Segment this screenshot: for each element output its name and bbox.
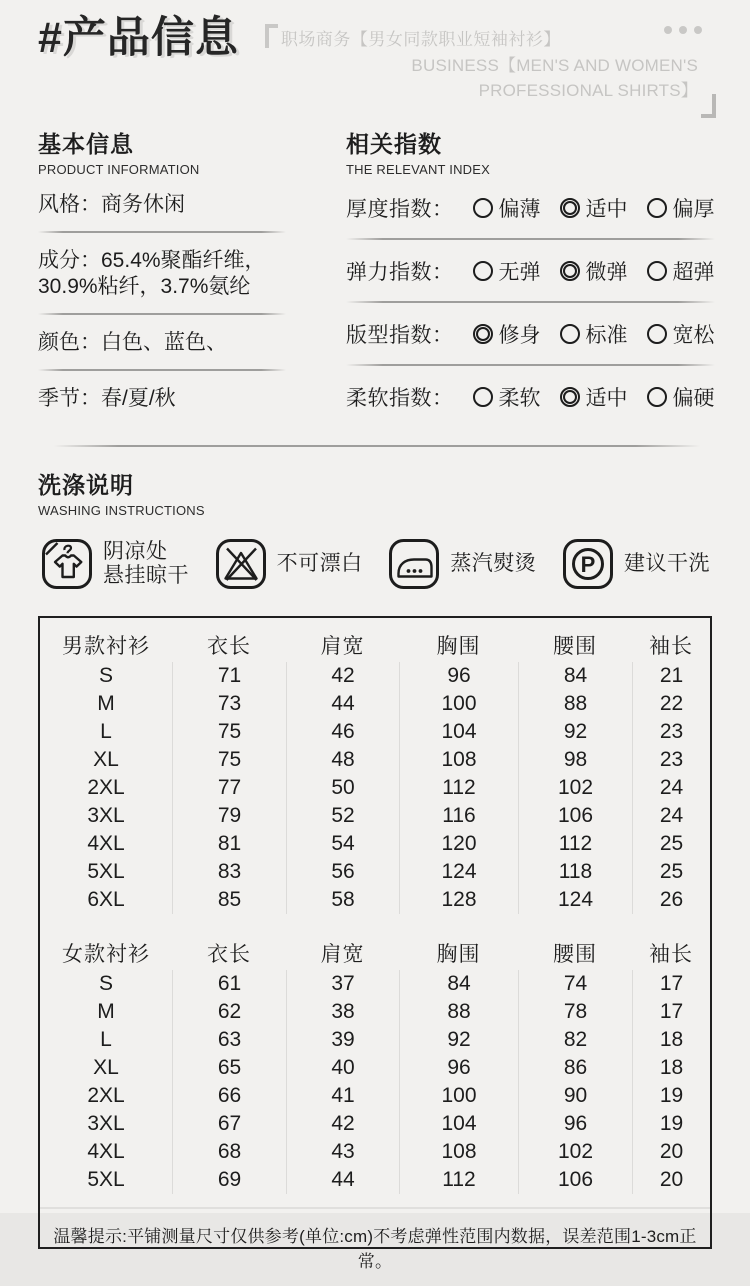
size-table-cell: 4XL: [87, 1139, 125, 1163]
size-table-cell: 39: [286, 1026, 399, 1054]
size-table-row: [40, 1082, 710, 1110]
size-table-cell: 96: [399, 662, 518, 690]
size-table-cell: 84: [518, 662, 632, 690]
size-table-cell: 84: [399, 970, 518, 998]
index-row-fit: 版型指数： 修身 标准 宽松: [346, 303, 715, 364]
info-row-style: 风格：商务休闲: [38, 192, 185, 216]
size-table-header-cell: 男款衬衫: [62, 634, 150, 658]
size-table-cell: 3XL: [87, 1111, 125, 1135]
size-table-cell: 83: [172, 858, 286, 886]
washing-item: [561, 537, 710, 591]
size-table-cell: 116: [399, 802, 518, 830]
size-table-cell: 75: [172, 718, 286, 746]
size-table-cell: 90: [518, 1082, 632, 1110]
size-table-cell: 20: [632, 1138, 710, 1166]
radio-icon: [647, 261, 667, 281]
size-table-cell: 5XL: [87, 1167, 125, 1191]
basic-info-subtitle: PRODUCT INFORMATION: [38, 161, 200, 177]
bracket-bottom-right-decoration: [701, 94, 716, 118]
size-table-cell: M: [97, 691, 115, 715]
size-table-row: [40, 1026, 710, 1054]
three-dots-decoration: [664, 26, 702, 34]
radio-option[interactable]: 微弹: [560, 256, 628, 286]
bracket-top-left-decoration: [265, 24, 278, 48]
size-table-row: [40, 1166, 710, 1194]
size-table-cell: 4XL: [87, 831, 125, 855]
size-table-row: [40, 802, 710, 830]
size-table-row: [40, 1138, 710, 1166]
size-table-cell: 124: [399, 858, 518, 886]
size-table-header-cell: 袖长: [649, 634, 693, 658]
size-table-cell: 77: [172, 774, 286, 802]
washing-title: 洗涤说明: [38, 471, 134, 498]
size-table-row: [40, 718, 710, 746]
washing-item-label: 不可漂白: [276, 551, 363, 575]
size-table-cell: 62: [172, 998, 286, 1026]
radio-icon: [473, 261, 493, 281]
info-row-color: 颜色：白色、蓝色、: [38, 330, 227, 354]
size-table-cell: 50: [286, 774, 399, 802]
size-table-cell: 100: [399, 690, 518, 718]
radio-icon: [473, 387, 493, 407]
size-table-cell: 17: [632, 998, 710, 1026]
radio-option[interactable]: 偏薄: [473, 193, 541, 223]
size-table-cell: 106: [518, 1166, 632, 1194]
size-table-cell: 102: [518, 1138, 632, 1166]
size-table-cell: 63: [172, 1026, 286, 1054]
size-table-cell: 2XL: [87, 1083, 125, 1107]
size-table-row: [40, 886, 710, 914]
size-table-cell: 2XL: [87, 775, 125, 799]
size-table-row: [40, 998, 710, 1026]
subtitle-english: BUSINESS【MEN'S AND WOMEN'S PROFESSIONAL SHIRTS】: [411, 55, 698, 100]
size-table-cell: 23: [632, 746, 710, 774]
shade-hang-dry-icon: [40, 537, 94, 591]
size-table-cell: 100: [399, 1082, 518, 1110]
radio-icon: [473, 198, 493, 218]
size-table-cell: 56: [286, 858, 399, 886]
size-table-row: [40, 858, 710, 886]
radio-option[interactable]: 偏厚: [647, 193, 715, 223]
size-table-cell: 128: [399, 886, 518, 914]
size-table-cell: 3XL: [87, 803, 125, 827]
relevant-index-panel: [346, 126, 715, 427]
size-table-cell: 92: [399, 1026, 518, 1054]
size-table-header-row: [40, 939, 710, 970]
size-table-cell: 42: [286, 1110, 399, 1138]
size-table-cell: 112: [399, 1166, 518, 1194]
radio-option[interactable]: 偏硬: [647, 382, 715, 412]
size-table-row: [40, 970, 710, 998]
size-table-cell: 20: [632, 1166, 710, 1194]
size-table-cell: 18: [632, 1054, 710, 1082]
relevant-index-subtitle: THE RELEVANT INDEX: [346, 161, 490, 177]
size-table-cell: 25: [632, 858, 710, 886]
size-table-cell: 5XL: [87, 859, 125, 883]
mens-size-table: [40, 631, 710, 914]
radio-option[interactable]: 超弹: [647, 256, 715, 286]
size-table-cell: 81: [172, 830, 286, 858]
size-table-cell: 65: [172, 1054, 286, 1082]
size-table-cell: 124: [518, 886, 632, 914]
size-table-cell: 102: [518, 774, 632, 802]
size-table-row: [40, 774, 710, 802]
size-table-cell: L: [100, 1027, 112, 1051]
size-table-cell: 88: [399, 998, 518, 1026]
size-table-cell: 22: [632, 690, 710, 718]
size-table-cell: 6XL: [87, 887, 125, 911]
size-table-header-cell: 胸围: [436, 634, 481, 658]
size-table-cell: 43: [286, 1138, 399, 1166]
size-table-cell: 44: [286, 690, 399, 718]
radio-option[interactable]: 柔软: [473, 382, 541, 412]
washing-item-label: 阴凉处 悬挂晾干: [103, 539, 189, 587]
size-table-cell: XL: [93, 1055, 119, 1079]
size-table-cell: 88: [518, 690, 632, 718]
size-table-cell: 75: [172, 746, 286, 774]
size-table-cell: 19: [632, 1082, 710, 1110]
radio-icon: [560, 261, 580, 281]
size-table-header-cell: 胸围: [436, 942, 481, 966]
radio-icon: [647, 387, 667, 407]
size-table-cell: 18: [632, 1026, 710, 1054]
size-table-cell: 41: [286, 1082, 399, 1110]
size-table-cell: S: [98, 663, 113, 687]
washing-item-label: 蒸汽熨烫: [450, 551, 537, 575]
size-table-cell: 24: [632, 774, 710, 802]
size-chart: [38, 616, 712, 1271]
radio-option[interactable]: 适中: [560, 193, 628, 223]
size-table-cell: 73: [172, 690, 286, 718]
size-table-cell: 67: [172, 1110, 286, 1138]
relevant-index-title: 相关指数: [346, 130, 442, 157]
size-table-row: [40, 830, 710, 858]
measurement-note: 温馨提示:平铺测量尺寸仅供参考(单位:cm)不考虑弹性范围内数据，误差范围1-3cm正常。: [40, 1207, 710, 1286]
index-row-elasticity: 弹力指数： 无弹 微弹 超弹: [346, 240, 715, 301]
size-table-cell: 38: [286, 998, 399, 1026]
size-table-header-cell: 女款衬衫: [62, 942, 150, 966]
size-table-cell: M: [97, 999, 115, 1023]
no-bleach-icon: [214, 537, 268, 591]
size-table-cell: 48: [286, 746, 399, 774]
section-divider: [54, 445, 700, 447]
info-row-composition: 成分：65.4%聚酯纤维，30.9%粘纤，3.7%氨纶: [38, 248, 266, 298]
size-table-cell: 104: [399, 718, 518, 746]
size-table-cell: 21: [632, 662, 710, 690]
header-subtitle: [265, 22, 712, 110]
radio-icon: [560, 387, 580, 407]
steam-iron-icon: [387, 537, 441, 591]
size-table-cell: 82: [518, 1026, 632, 1054]
size-table-cell: S: [98, 971, 113, 995]
size-table-header-cell: 衣长: [207, 634, 251, 658]
size-table-cell: 26: [632, 886, 710, 914]
header: [38, 14, 712, 110]
size-table-cell: 118: [518, 858, 632, 886]
size-table-cell: 106: [518, 802, 632, 830]
size-table-cell: 112: [399, 774, 518, 802]
washing-item: [40, 537, 189, 591]
size-table-header-cell: 肩宽: [320, 942, 365, 966]
page-title: #产品信息: [38, 14, 239, 62]
size-table-cell: 54: [286, 830, 399, 858]
size-table-header-cell: 衣长: [207, 942, 251, 966]
size-table-cell: 17: [632, 970, 710, 998]
size-table-cell: 24: [632, 802, 710, 830]
basic-info-title: 基本信息: [38, 130, 134, 157]
size-table-cell: 92: [518, 718, 632, 746]
index-row-softness: 柔软指数： 柔软 适中 偏硬: [346, 366, 715, 427]
size-table-cell: 37: [286, 970, 399, 998]
size-table-cell: 74: [518, 970, 632, 998]
washing-items: [38, 537, 712, 591]
radio-option[interactable]: 宽松: [647, 319, 715, 349]
size-table-cell: 112: [518, 830, 632, 858]
size-table-cell: 66: [172, 1082, 286, 1110]
washing-item-label: 建议干洗: [623, 551, 710, 575]
info-section: [38, 126, 715, 427]
size-table-cell: 69: [172, 1166, 286, 1194]
size-table-cell: 42: [286, 662, 399, 690]
dry-clean-icon: [561, 537, 615, 591]
size-table-cell: 58: [286, 886, 399, 914]
washing-item: [387, 537, 536, 591]
size-table-row: [40, 1054, 710, 1082]
size-table-header-cell: 腰围: [553, 634, 597, 658]
basic-info-panel: [38, 126, 302, 427]
radio-option[interactable]: 标准: [560, 319, 628, 349]
washing-item: [214, 537, 363, 591]
size-table-cell: 120: [399, 830, 518, 858]
size-table-cell: 78: [518, 998, 632, 1026]
size-table-cell: 108: [399, 746, 518, 774]
size-table-header-row: [40, 631, 710, 662]
subtitle-chinese: 职场商务【男女同款职业短袖衬衫】: [280, 30, 561, 49]
size-table-header-cell: 腰围: [553, 942, 597, 966]
radio-option[interactable]: 无弹: [473, 256, 541, 286]
info-row-season: 季节：春/夏/秋: [38, 386, 176, 410]
washing-subtitle: WASHING INSTRUCTIONS: [38, 502, 205, 518]
size-table-cell: 68: [172, 1138, 286, 1166]
size-table-header-cell: 袖长: [649, 942, 693, 966]
size-table-cell: 79: [172, 802, 286, 830]
size-table-cell: 85: [172, 886, 286, 914]
size-table-cell: 46: [286, 718, 399, 746]
size-table-row: [40, 662, 710, 690]
radio-option[interactable]: 修身: [473, 319, 541, 349]
size-table-cell: 19: [632, 1110, 710, 1138]
radio-icon: [560, 198, 580, 218]
size-table-row: [40, 746, 710, 774]
size-table-cell: 96: [518, 1110, 632, 1138]
radio-icon: [647, 198, 667, 218]
size-table-cell: XL: [93, 747, 119, 771]
radio-option[interactable]: 适中: [560, 382, 628, 412]
size-table-cell: 44: [286, 1166, 399, 1194]
size-table-row: [40, 690, 710, 718]
svg-text:P: P: [580, 551, 596, 577]
size-table-cell: 40: [286, 1054, 399, 1082]
size-table-cell: 61: [172, 970, 286, 998]
size-table-cell: 104: [399, 1110, 518, 1138]
radio-icon: [560, 324, 580, 344]
washing-section: [38, 467, 712, 591]
size-table-cell: 108: [399, 1138, 518, 1166]
size-table-cell: 23: [632, 718, 710, 746]
radio-icon: [647, 324, 667, 344]
size-table-cell: 96: [399, 1054, 518, 1082]
index-row-thickness: 厚度指数： 偏薄 适中 偏厚: [346, 177, 715, 238]
size-table-cell: 25: [632, 830, 710, 858]
size-table-header-cell: 肩宽: [320, 634, 365, 658]
radio-icon: [473, 324, 493, 344]
womens-size-table: [40, 939, 710, 1194]
size-table-cell: L: [100, 719, 112, 743]
size-table-cell: 52: [286, 802, 399, 830]
size-table-row: [40, 1110, 710, 1138]
size-table-cell: 98: [518, 746, 632, 774]
size-table-cell: 86: [518, 1054, 632, 1082]
size-table-cell: 71: [172, 662, 286, 690]
